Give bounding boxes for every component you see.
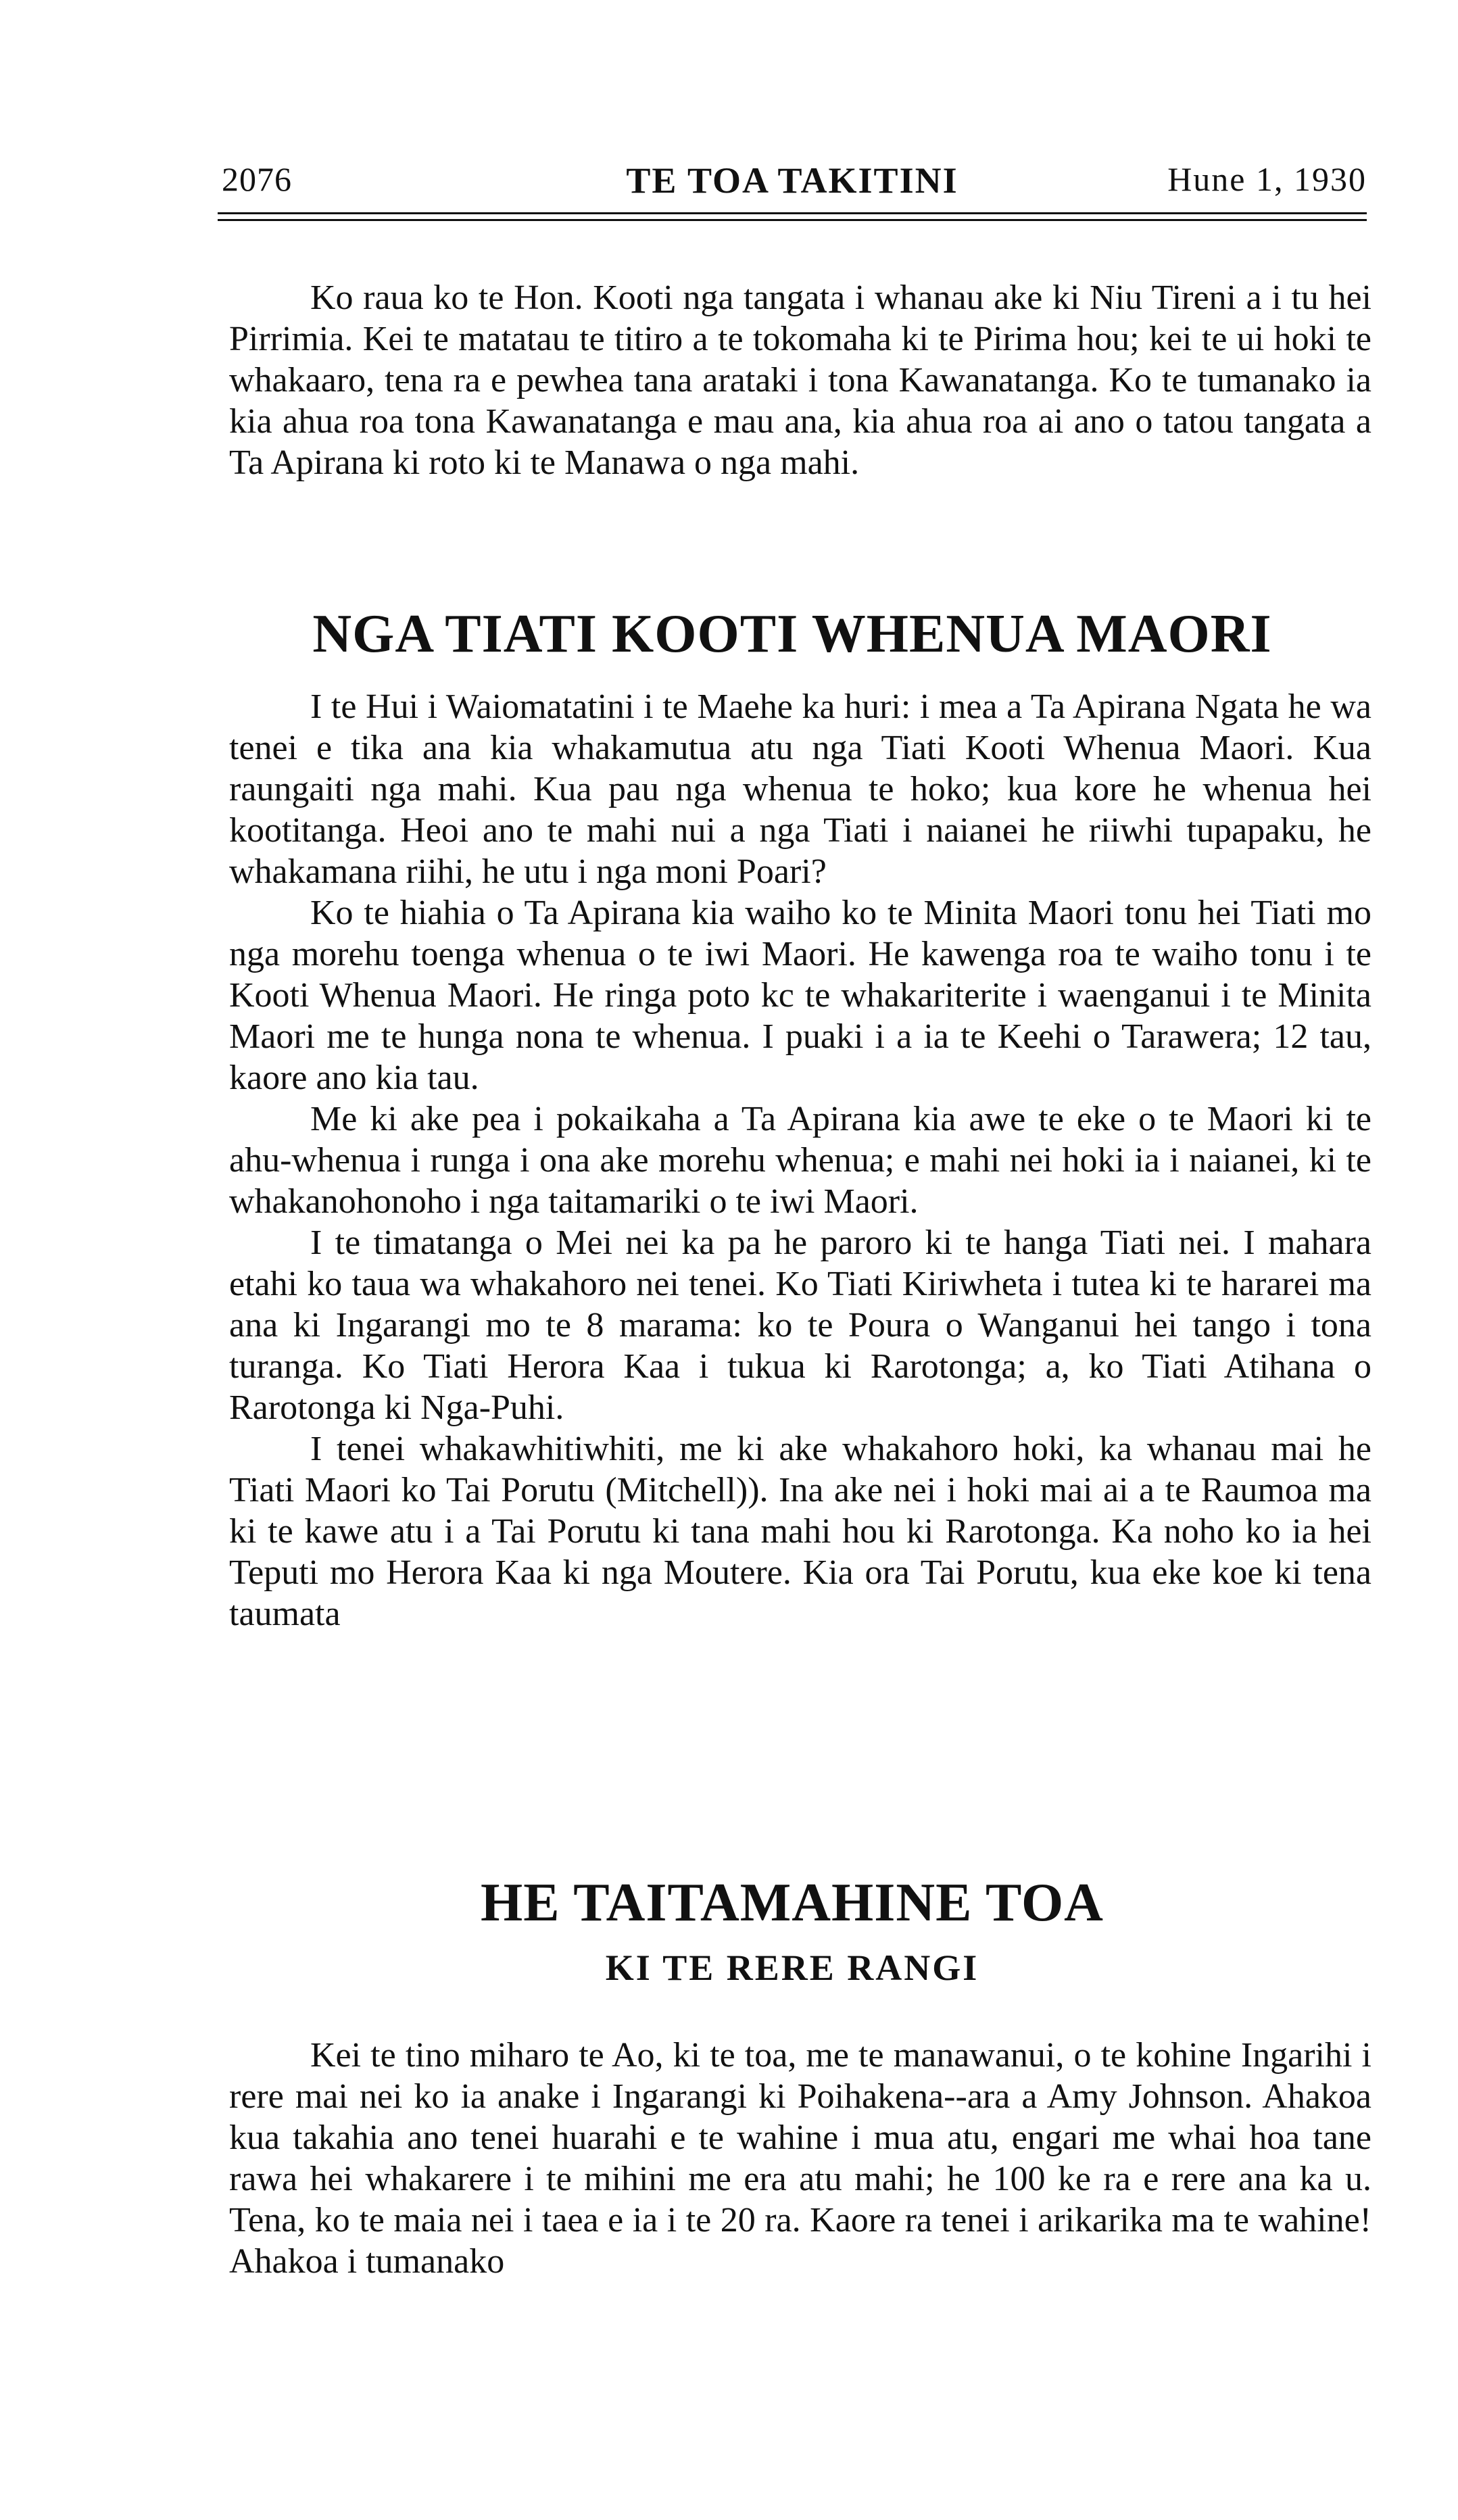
- article-title-taitamahine-toa: HE TAITAMAHINE TOA: [481, 1873, 1104, 1933]
- publication-title: TE TOA TAKITINI: [626, 160, 958, 201]
- article-title-nga-tiati: NGA TIATI KOOTI WHENUA MAORI: [312, 604, 1272, 664]
- header-rule-top: [218, 212, 1367, 214]
- article-nga-tiati-body: [229, 686, 1371, 1634]
- article-paragraph: I te Hui i Waiomatatini i te Maehe ka huri: i mea a Ta Apirana Ngata he wa tenei e tika ana kia whakamutua atu nga Tiati Kooti Whenua Maori. Kua raungaiti nga mahi. Kua pau nga whenua te hoko; kua kore he whenua hei kootitanga. Heoi ano te mahi nui a nga Tiati i naianei he riiwhi tupapaku, he whakamana riihi, he utu i nga moni Poari?: [229, 687, 1371, 891]
- running-header: [218, 160, 1367, 214]
- article-taitamahine-body: [229, 2035, 1371, 2282]
- issue-date: Hune 1, 1930: [1167, 160, 1367, 198]
- article-paragraph: Kei te tino miharo te Ao, ki te toa, me te manawanui, o te kohine Ingarihi i rere mai nei ko ia anake i Ingarangi ki Poihakena--ara a Amy Johnson. Ahakoa kua takahia ano tenei huarahi e te wahine i mua atu, engari me whai hoa tane rawa hei whakarere i te mihini me era atu mahi; he 100 ke ra e rere ana ka u. Tena, ko te maia nei i taea e ia i te 20 ra. Kaore ra tenei i arikarika ma te wahine! Ahakoa i tumanako: [229, 2036, 1371, 2281]
- intro-text-block: [229, 277, 1371, 483]
- article-paragraph: Ko te hiahia o Ta Apirana kia waiho ko te Minita Maori tonu hei Tiati mo nga morehu toenga whenua o te iwi Maori. He kawenga roa te waiho tonu i te Kooti Whenua Maori. He ringa poto kc te whakariterite i waenganui i te Minita Maori me te hunga nona te whenua. I puaki i a ia te Keehi o Tarawera; 12 tau, kaore ano kia tau.: [229, 894, 1371, 1097]
- intro-paragraph: Ko raua ko te Hon. Kooti nga tangata i whanau ake ki Niu Tireni a i tu hei Pirrimia. Kei te matatau te titiro a te tokomaha ki te Pirima hou; kei te ui hoki te whakaaro, tena ra e pewhea tana arataki i tona Kawanatanga. Ko te tumanako ia kia ahua roa tona Kawanatanga e mau ana, kia ahua roa ai ano o tatou tangata a Ta Apirana ki roto ki te Manawa o nga mahi.: [229, 278, 1371, 482]
- header-rule-bottom: [218, 219, 1367, 221]
- page-number: 2076: [222, 160, 292, 198]
- article-paragraph: Me ki ake pea i pokaikaha a Ta Apirana kia awe te eke o te Maori ki te ahu-whenua i runga i ona ake morehu whenua; e mahi nei hoki ia i naianei, ki te whakanohonoho i nga taitamariki o te iwi Maori.: [229, 1100, 1371, 1221]
- article-paragraph: I te timatanga o Mei nei ka pa he paroro ki te hanga Tiati nei. I mahara etahi ko taua wa whakahoro nei tenei. Ko Tiati Kiriwheta i tutea ki te hararei ma ana ki Ingarangi mo te 8 marama: ko te Poura o Wanganui hei tango i tona turanga. Ko Tiati Herora Kaa i tukua ki Rarotonga; a, ko Tiati Atihana o Rarotonga ki Nga-Puhi.: [229, 1223, 1371, 1427]
- article-paragraph: I tenei whakawhitiwhiti, me ki ake whakahoro hoki, ka whanau mai he Tiati Maori ko Tai Porutu (Mitchell)). Ina ake nei i hoki mai ai a te Raumoa ma ki te kawe atu i a Tai Porutu ki tana mahi hou ki Rarotonga. Ka noho ko ia hei Teputi mo Herora Kaa ki nga Moutere. Kia ora Tai Porutu, kua eke koe ki tena taumata: [229, 1430, 1371, 1633]
- article-subtitle-rere-rangi: KI TE RERE RANGI: [605, 1947, 979, 1988]
